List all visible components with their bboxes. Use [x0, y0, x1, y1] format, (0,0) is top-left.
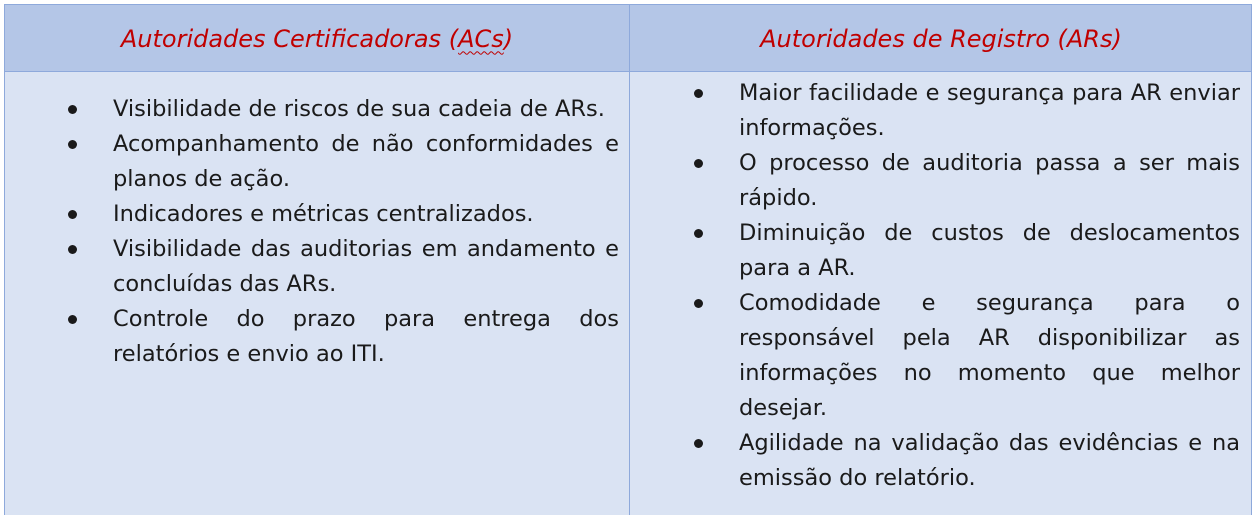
- bullet-icon: [68, 315, 77, 324]
- list-item: Maior facilidade e segurança para AR enviar informações.: [689, 76, 1240, 146]
- list-item: Agilidade na validação das evidências e na emissão do relatório.: [689, 426, 1240, 496]
- bullet-icon: [694, 159, 703, 168]
- bullet-icon: [68, 210, 77, 219]
- list-item: Indicadores e métricas centralizados.: [63, 197, 619, 232]
- column-divider: [629, 5, 630, 515]
- list-item: Visibilidade de riscos de sua cadeia de ARs.: [63, 92, 619, 127]
- table-header-row: [5, 5, 1251, 72]
- comparison-table: [4, 4, 1252, 515]
- list-certificadoras: [63, 92, 619, 372]
- header-certificadoras-abbrev: ACs: [458, 24, 504, 53]
- bullet-icon: [68, 105, 77, 114]
- header-certificadoras: [5, 5, 629, 72]
- header-certificadoras-suffix: ): [503, 24, 514, 53]
- list-item: Acompanhamento de não conformidades e planos de ação.: [63, 127, 619, 197]
- bullet-icon: [68, 245, 77, 254]
- header-registro: Autoridades de Registro (ARs): [760, 24, 1122, 53]
- list-item: Visibilidade das auditorias em andamento e concluídas das ARs.: [63, 232, 619, 302]
- header-certificadoras-prefix: Autoridades Certificadoras (: [120, 24, 459, 53]
- bullet-icon: [694, 299, 703, 308]
- table-body-row: [5, 72, 1251, 515]
- bullet-icon: [694, 439, 703, 448]
- list-registro: [689, 76, 1240, 496]
- list-item: O processo de auditoria passa a ser mais rápido.: [689, 146, 1240, 216]
- bullet-icon: [68, 140, 77, 149]
- bullet-icon: [694, 89, 703, 98]
- list-item: Comodidade e segurança para o responsável pela AR disponibilizar as informações no momento que melhor desejar.: [689, 286, 1240, 426]
- bullet-icon: [694, 229, 703, 238]
- list-item: Controle do prazo para entrega dos relatórios e envio ao ITI.: [63, 302, 619, 372]
- list-item: Diminuição de custos de deslocamentos para a AR.: [689, 216, 1240, 286]
